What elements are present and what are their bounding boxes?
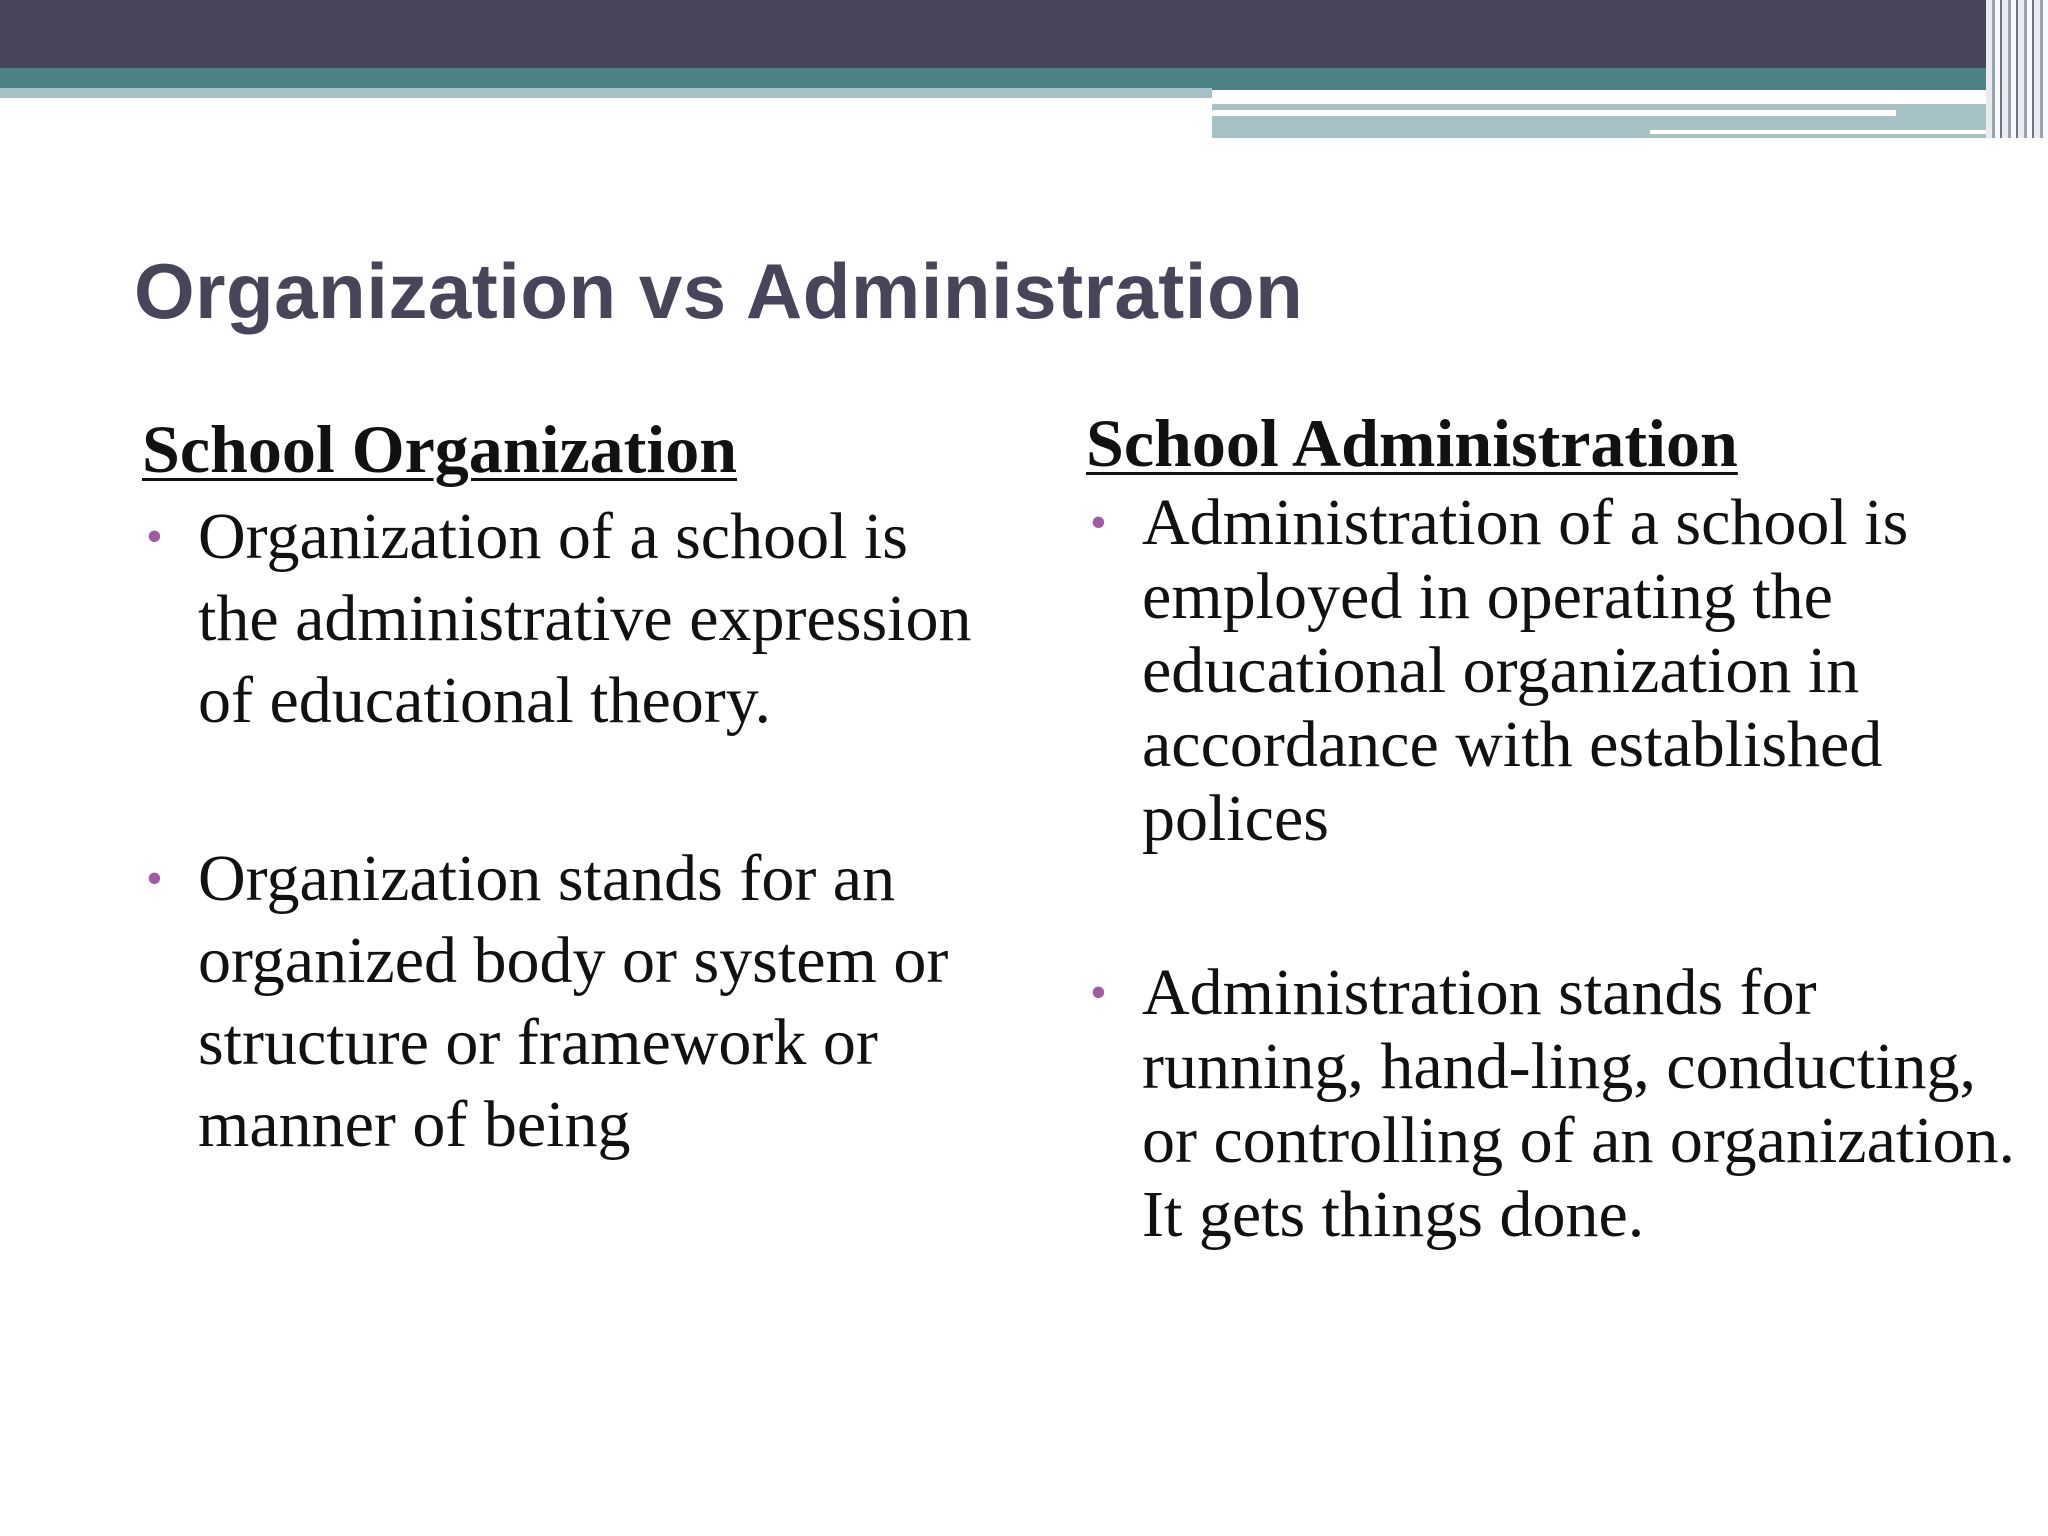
bullet-dot-icon: • xyxy=(1090,496,1107,550)
bullet-text: Administration of a school is employed in operating the educational organization in accordance with established polices xyxy=(1142,486,1909,856)
left-column xyxy=(142,410,972,1166)
header-stripes xyxy=(1986,0,2048,138)
left-column-heading: School Organization xyxy=(142,411,738,487)
bullet-dot-icon: • xyxy=(1090,966,1107,1020)
bullet-text: Administration stands for running, hand-ling, conducting, or controlling of an organization. It gets things done. xyxy=(1142,956,2016,1252)
header-band-light-left xyxy=(0,88,1212,98)
slide-title: Organization vs Administration xyxy=(134,247,1304,335)
bullet-dot-icon: • xyxy=(146,510,163,564)
bullet-text: Organization stands for an organized body or system or structure or framework or manner of being xyxy=(198,842,949,1162)
right-bullet-list xyxy=(1086,486,2016,1252)
bullet-text: Organization of a school is the administrative expression of educational theory. xyxy=(198,500,972,738)
right-column-heading: School Administration xyxy=(1086,405,1738,481)
header-band-dark xyxy=(0,0,2048,68)
header-band-teal xyxy=(0,68,2048,90)
list-item xyxy=(1086,956,2016,1252)
list-item xyxy=(142,496,972,742)
list-item xyxy=(1086,486,2016,856)
bullet-dot-icon: • xyxy=(146,852,163,906)
right-column xyxy=(1086,404,2016,1252)
list-item xyxy=(142,838,972,1166)
header-white-line xyxy=(1212,110,1896,116)
left-bullet-list xyxy=(142,496,972,1166)
